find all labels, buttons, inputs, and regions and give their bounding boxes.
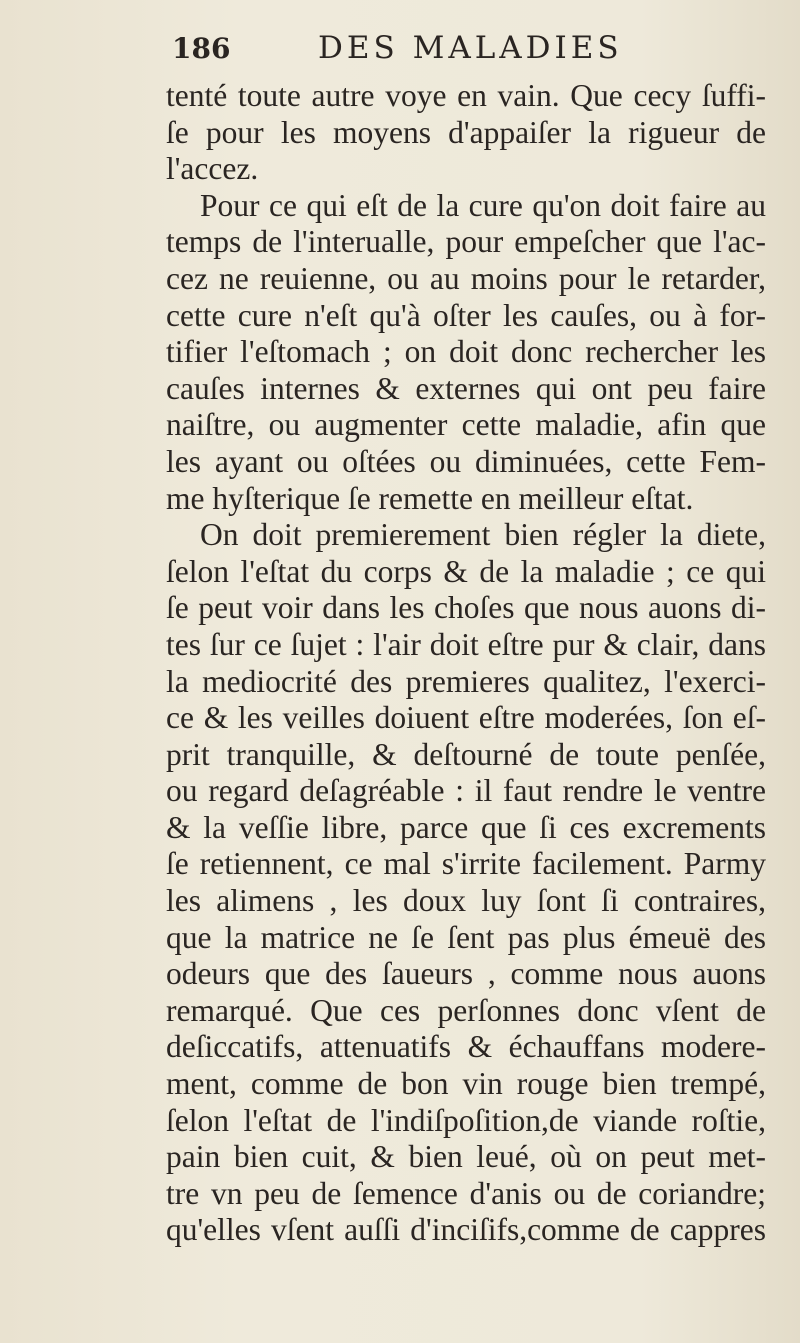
text-line: odeurs que des ſaueurs , comme nous auons	[166, 956, 766, 992]
text-line: cette cure n'eſt qu'à oſter les cauſes, ou à for-	[166, 297, 766, 333]
text-line: l'accez.	[166, 151, 259, 187]
text-line: les alimens , les doux luy ſont ſi contraires,	[166, 883, 766, 919]
text-line: qu'elles vſent auſſi d'inciſifs,comme de cappres	[166, 1212, 766, 1248]
page-header	[160, 28, 760, 72]
text-line: & la veſſie libre, parce que ſi ces excrements	[166, 809, 766, 845]
text-line: ſe retiennent, ce mal s'irrite facilement. Parmy	[166, 846, 766, 882]
text-line: ſe pour les moyens d'appaiſer la rigueur de	[166, 114, 766, 150]
text-line: ſelon l'eſtat du corps & de la maladie ; ce qui	[166, 553, 766, 589]
text-line: ſelon l'eſtat de l'indiſpoſition,de viande roſtie,	[166, 1102, 766, 1138]
body-text	[166, 78, 766, 1249]
text-line: temps de l'interualle, pour empeſcher que l'ac-	[166, 224, 766, 260]
text-line: tre vn peu de ſemence d'anis ou de coriandre;	[166, 1175, 766, 1211]
text-line: pain bien cuit, & bien leué, où on peut met-	[166, 1139, 766, 1175]
running-title: DES MALADIES	[318, 30, 623, 66]
text-line: me hyſterique ſe remette en meilleur eſtat.	[166, 480, 694, 516]
text-line: tifier l'eſtomach ; on doit donc rechercher les	[166, 334, 766, 370]
text-line: naiſtre, ou augmenter cette maladie, afin que	[166, 407, 766, 443]
text-line: la mediocrité des premieres qualitez, l'exerci-	[166, 663, 766, 699]
text-line: ou regard deſagréable : il faut rendre le ventre	[166, 773, 766, 809]
text-line: deſiccatifs, attenuatifs & échauffans modere-	[166, 1029, 766, 1065]
text-line: remarqué. Que ces perſonnes donc vſent de	[166, 992, 766, 1028]
text-line: les ayant ou oſtées ou diminuées, cette Fem-	[166, 443, 766, 479]
text-line: ment, comme de bon vin rouge bien trempé,	[166, 1066, 766, 1102]
text-line: tes ſur ce ſujet : l'air doit eſtre pur & clair, dans	[166, 626, 766, 662]
text-line: On doit premierement bien régler la diete,	[200, 517, 766, 553]
text-line: cez ne reuienne, ou au moins pour le retarder,	[166, 260, 766, 296]
text-line: prit tranquille, & deſtourné de toute penſée,	[166, 736, 766, 772]
text-line: Pour ce qui eſt de la cure qu'on doit faire au	[200, 187, 766, 223]
text-line: ce & les veilles doiuent eſtre moderées, ſon eſ-	[166, 700, 766, 736]
text-line: tenté toute autre voye en vain. Que cecy ſuffi-	[166, 78, 766, 113]
text-line: que la matrice ne ſe ſent pas plus émeuë des	[166, 919, 766, 955]
page-number: 186	[172, 32, 231, 65]
text-line: ſe peut voir dans les choſes que nous auons di-	[166, 590, 766, 626]
text-line: cauſes internes & externes qui ont peu faire	[166, 370, 766, 406]
